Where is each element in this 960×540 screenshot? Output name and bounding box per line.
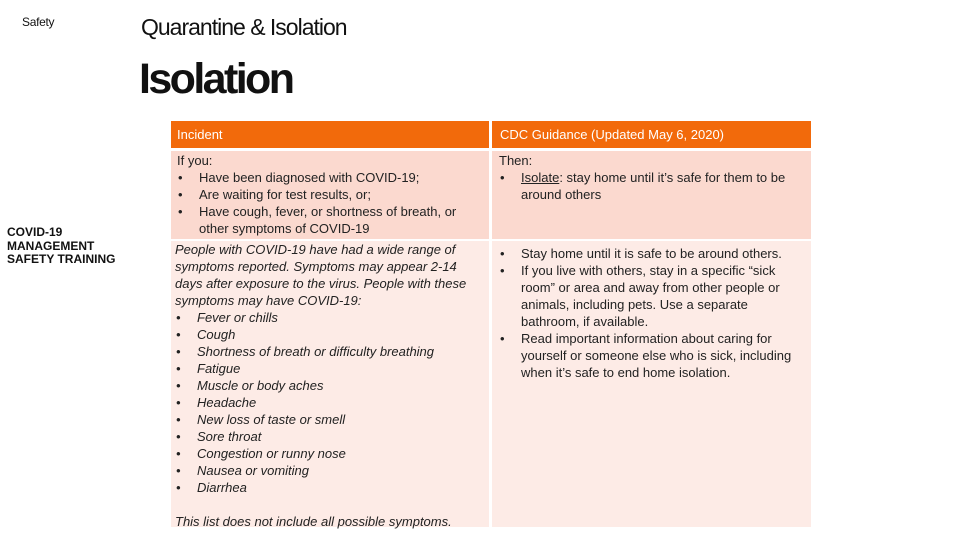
row1-guidance-intro: Then: [499, 153, 533, 168]
list-item: • Sore throat [176, 429, 262, 444]
list-item: • If you live with others, stay in a specific “sick room” or area and away from other people or animals, including pets. Use a separate bathroom, if available. [500, 263, 780, 329]
list-item: • Fever or chills [176, 310, 278, 325]
section-label: Safety [22, 15, 55, 29]
row2-guidance-cell [492, 241, 811, 527]
list-item: • Read important information about caring for yourself or someone else who is sick, including when it’s safe to end home isolation. [500, 331, 792, 380]
list-item: • Congestion or runny nose [176, 446, 346, 461]
row2-incident-cell [171, 241, 489, 527]
row2-guidance-list [499, 245, 804, 381]
list-item: • Nausea or vomiting [176, 463, 309, 478]
symptoms-list [175, 309, 485, 496]
list-item: • Have cough, fever, or shortness of breath, or other symptoms of COVID-19 [178, 204, 457, 236]
list-item: • Have been diagnosed with COVID-19; [178, 170, 420, 185]
list-item: • Cough [176, 327, 236, 342]
course-title: COVID-19 MANAGEMENT SAFETY TRAINING [7, 225, 116, 266]
slide-title: Isolation [139, 55, 293, 103]
list-item: • New loss of taste or smell [176, 412, 346, 427]
row1-guidance-cell [492, 151, 811, 239]
list-item: • Muscle or body aches [176, 378, 324, 393]
list-item: • Shortness of breath or difficulty breathing [176, 344, 435, 359]
slide-subtitle: Quarantine & Isolation [141, 14, 347, 40]
row1-guidance-list [499, 169, 804, 203]
list-item: • Headache [176, 395, 257, 410]
row1-incident-list [177, 169, 483, 237]
row1-incident-intro: If you: [177, 153, 213, 168]
guidance-table [171, 121, 811, 527]
list-item: • Diarrhea [176, 480, 247, 495]
list-item: • Are waiting for test results, or; [178, 187, 371, 202]
symptoms-footnote: This list does not include all possible symptoms. [175, 514, 452, 529]
isolate-link[interactable]: Isolate [521, 170, 560, 185]
header-incident: Incident [171, 121, 489, 148]
list-item: • Fatigue [176, 361, 241, 376]
row1-incident-cell [171, 151, 489, 239]
symptoms-intro: People with COVID-19 have had a wide range of symptoms reported. Symptoms may appear 2-14 days after exposure to the virus. People with these symptoms may have COVID-19: [175, 242, 467, 308]
header-cdc-guidance: CDC Guidance (Updated May 6, 2020) [492, 121, 811, 148]
list-item: • Stay home until it is safe to be around others. [500, 246, 782, 261]
list-item: • Isolate: stay home until it’s safe for them to be around others [500, 170, 786, 202]
